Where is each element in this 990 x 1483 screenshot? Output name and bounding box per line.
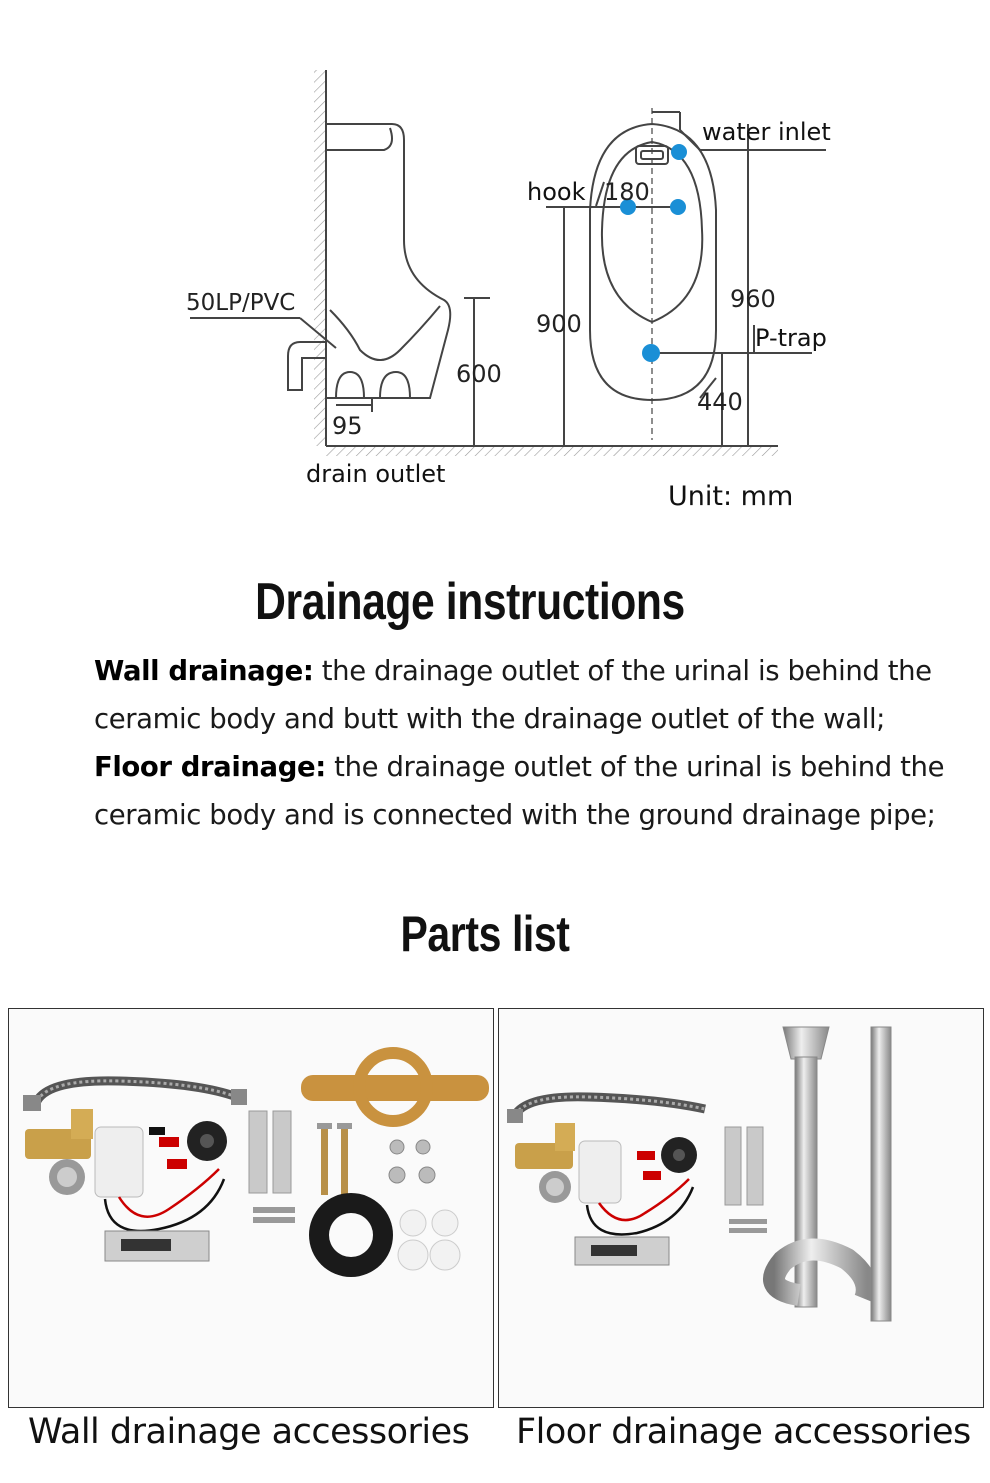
label-drain-outlet: drain outlet <box>306 460 446 488</box>
rubber-washer-icon <box>187 1121 227 1161</box>
label-unit: Unit: mm <box>668 481 794 512</box>
sensor-panel-icon <box>105 1231 209 1261</box>
white-caps-icon <box>398 1210 460 1270</box>
brass-flange-icon <box>301 1053 489 1121</box>
front-view <box>546 108 826 446</box>
floor-drainage-text: the drainage outlet of the urinal is behind the ceramic body and is connected with the ground drainage pipe; <box>94 751 945 831</box>
braided-hose-icon <box>23 1081 247 1111</box>
wall-accessories-caption: Wall drainage accessories <box>28 1412 470 1452</box>
rubber-gasket-icon <box>309 1193 393 1277</box>
side-view <box>190 70 778 456</box>
label-600: 600 <box>456 360 502 388</box>
wall-drainage-text: the drainage outlet of the urinal is behind the ceramic body and butt with the drainage outlet of the wall; <box>94 655 932 735</box>
label-900: 900 <box>536 310 582 338</box>
brackets-icon <box>249 1111 295 1223</box>
wall-drainage-paragraph <box>94 647 954 743</box>
nuts-icon <box>389 1140 435 1183</box>
label-440: 440 <box>697 388 743 416</box>
parts-list-title: Parts list <box>400 906 570 962</box>
label-water-inlet: water inlet <box>702 118 831 146</box>
floor-accessories-caption: Floor drainage accessories <box>516 1412 971 1452</box>
solenoid-valve-icon <box>515 1123 621 1203</box>
sensor-panel-icon <box>575 1237 669 1265</box>
floor-drainage-label: Floor drainage: <box>94 751 326 783</box>
p-trap-dot <box>642 344 660 362</box>
label-pvc: 50LP/PVC <box>186 290 296 316</box>
water-inlet-dot <box>671 144 687 160</box>
rubber-washer-icon <box>661 1137 697 1173</box>
solenoid-valve-icon <box>25 1109 143 1197</box>
urinal-dimension-diagram <box>0 0 990 520</box>
label-95: 95 <box>332 412 363 440</box>
braided-hose-icon <box>507 1097 705 1123</box>
label-180: 180 <box>604 178 650 206</box>
wall-drainage-label: Wall drainage: <box>94 655 314 687</box>
wall-accessories-photo <box>8 1008 494 1408</box>
label-960: 960 <box>730 285 776 313</box>
brackets-icon <box>725 1127 767 1233</box>
label-p-trap: P-trap <box>755 324 827 352</box>
drainage-instructions-title: Drainage instructions <box>255 573 685 631</box>
floor-accessories-photo <box>498 1008 984 1408</box>
chrome-p-trap-pipes-icon <box>774 1027 891 1321</box>
label-hook: hook <box>527 178 586 206</box>
floor-drainage-paragraph <box>94 743 954 839</box>
hook-dot-right <box>670 199 686 215</box>
bolts-icon <box>317 1123 352 1195</box>
